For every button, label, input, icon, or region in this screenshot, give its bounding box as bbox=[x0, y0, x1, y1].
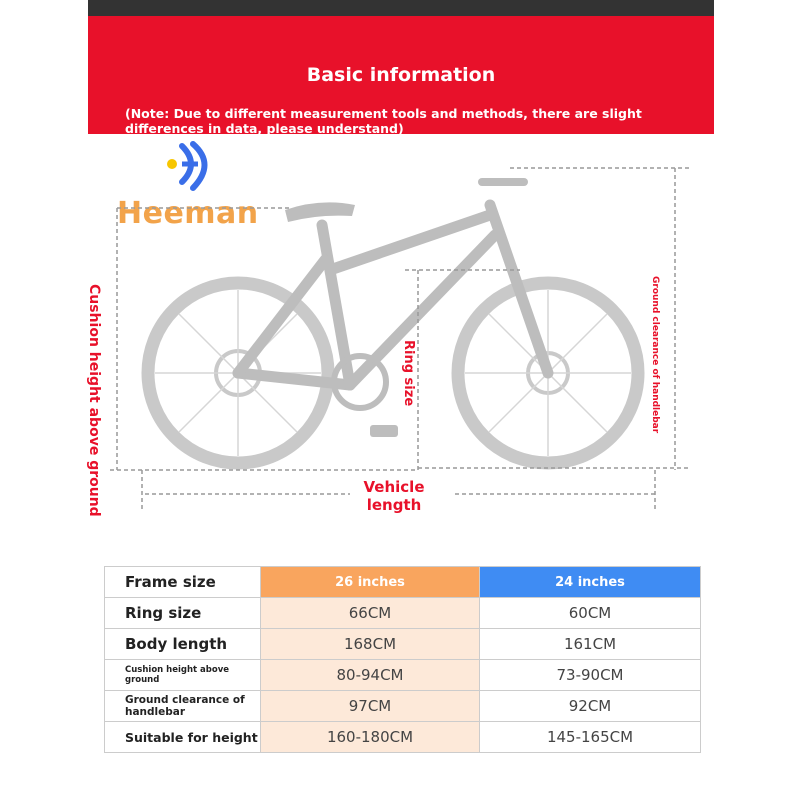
row-label: Ring size bbox=[105, 598, 261, 629]
frame-size-header: Frame size bbox=[105, 567, 261, 598]
banner-note: (Note: Due to different measurement tools and methods, there are slight differences in data, please understand) bbox=[125, 106, 642, 136]
table-row bbox=[105, 691, 701, 722]
row-label: Ground clearance of handlebar bbox=[105, 691, 261, 722]
value-24: 60CM bbox=[480, 598, 701, 629]
row-label: Suitable for height bbox=[105, 722, 261, 753]
spec-table bbox=[104, 566, 701, 753]
brand-name: Heeman bbox=[117, 196, 259, 231]
value-24: 92CM bbox=[480, 691, 701, 722]
vehicle-length-label: Vehicle length bbox=[363, 478, 425, 514]
value-26: 160-180CM bbox=[261, 722, 480, 753]
value-26: 80-94CM bbox=[261, 660, 480, 691]
table-row bbox=[105, 722, 701, 753]
col-26-header: 26 inches bbox=[261, 567, 480, 598]
table-header-row bbox=[105, 567, 701, 598]
ring-size-label: Ring size bbox=[401, 340, 416, 407]
value-26: 97CM bbox=[261, 691, 480, 722]
table-row bbox=[105, 660, 701, 691]
top-dark-bar bbox=[88, 0, 714, 16]
value-26: 168CM bbox=[261, 629, 480, 660]
value-24: 145-165CM bbox=[480, 722, 701, 753]
table-row bbox=[105, 629, 701, 660]
value-26: 66CM bbox=[261, 598, 480, 629]
cushion-height-label: Cushion height above ground bbox=[86, 284, 102, 517]
value-24: 73-90CM bbox=[480, 660, 701, 691]
banner-title: Basic information bbox=[306, 64, 496, 86]
ground-clearance-label: Ground clearance of handlebar bbox=[650, 276, 660, 434]
row-label: Body length bbox=[105, 629, 261, 660]
table-row bbox=[105, 598, 701, 629]
col-24-header: 24 inches bbox=[480, 567, 701, 598]
info-banner bbox=[88, 16, 714, 134]
value-24: 161CM bbox=[480, 629, 701, 660]
row-label: Cushion height above ground bbox=[105, 660, 261, 691]
